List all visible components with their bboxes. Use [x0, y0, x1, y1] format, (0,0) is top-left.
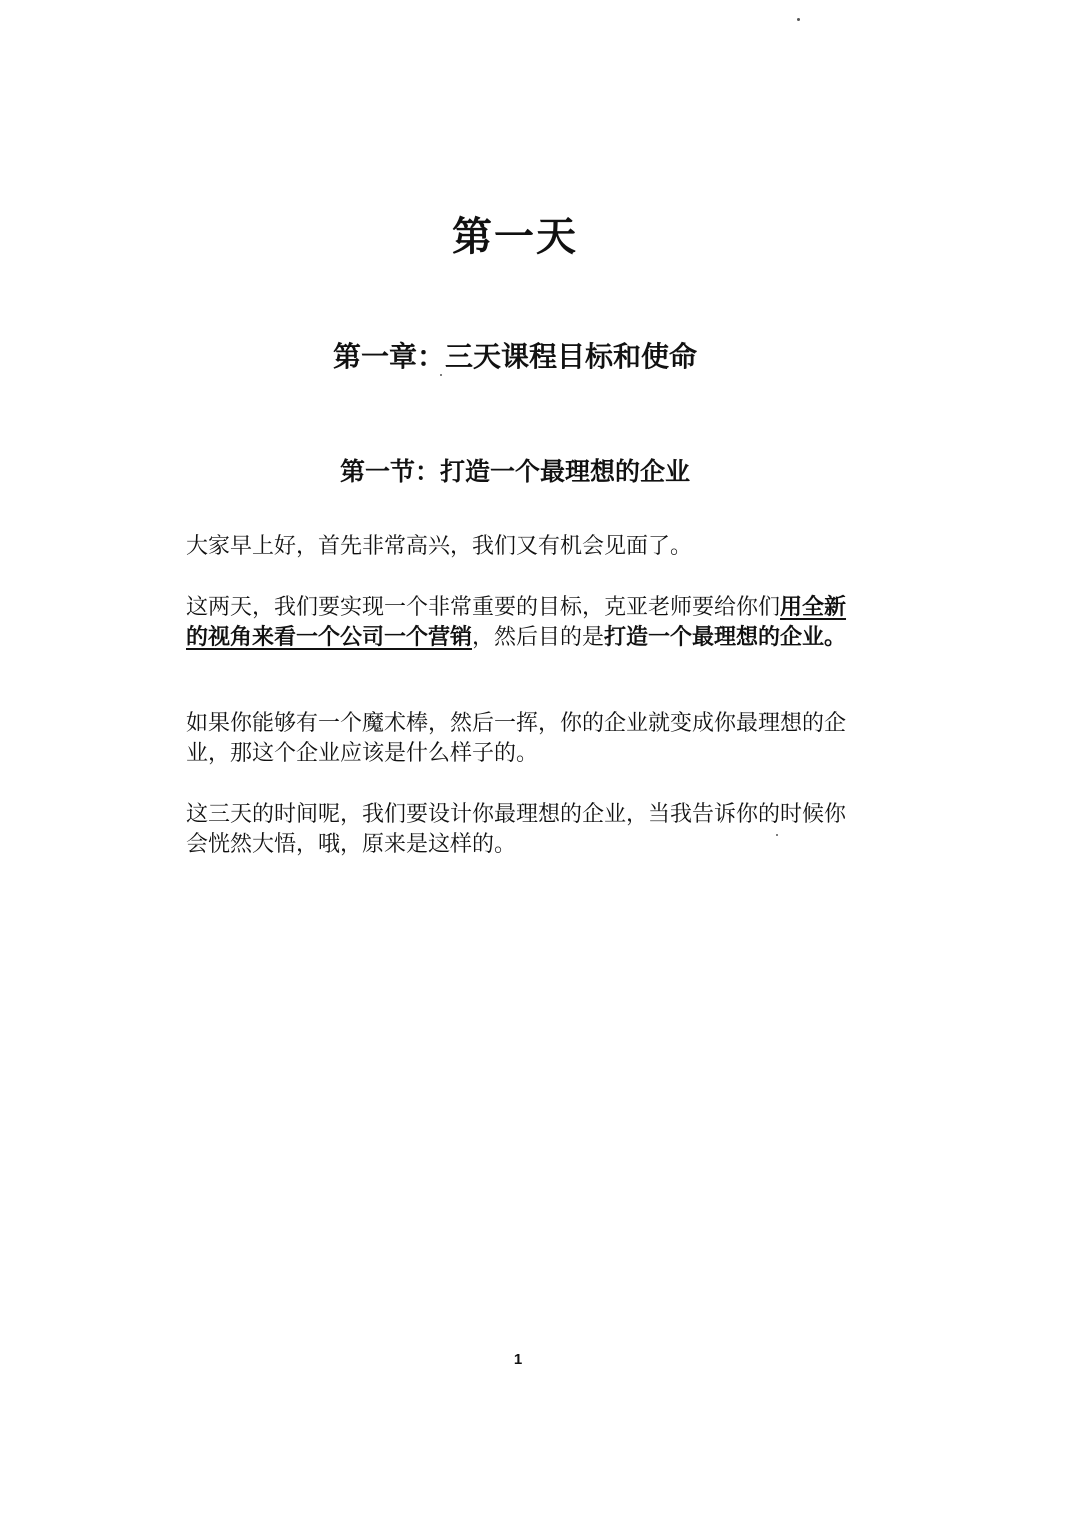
paragraph-goal-end: 。	[824, 625, 847, 650]
scan-speck	[797, 18, 800, 21]
paragraph-goal	[186, 593, 856, 653]
paragraph-goal-text: ，然后目的是	[472, 625, 605, 650]
chapter-title: 第一章：三天课程目标和使命	[332, 340, 697, 373]
paragraph-goal-text: 这两天，我们要实现一个非常重要的目标，克亚老师要给你们	[186, 595, 781, 620]
emphasis-underlined: 用全新的视角来看一个公司一个营销	[186, 595, 847, 650]
paragraph-greeting: 大家早上好，首先非常高兴，我们又有机会见面了。	[186, 534, 693, 559]
page-number: 1	[513, 1351, 523, 1368]
section-title: 第一节：打造一个最理想的企业	[339, 457, 690, 486]
cropped-footer-artifact	[330, 1509, 770, 1527]
paragraph-three-days: 这三天的时间呢，我们要设计你最理想的企业，当我告诉你的时候你会恍然大悟，哦，原来是这样的。	[186, 802, 847, 857]
emphasis-bold: 打造一个最理想的企业	[604, 625, 825, 650]
day-title: 第一天	[452, 213, 578, 260]
paragraph-magic-wand: 如果你能够有一个魔术棒，然后一挥，你的企业就变成你最理想的企业，那这个企业应该是什么样子的。	[186, 711, 847, 766]
